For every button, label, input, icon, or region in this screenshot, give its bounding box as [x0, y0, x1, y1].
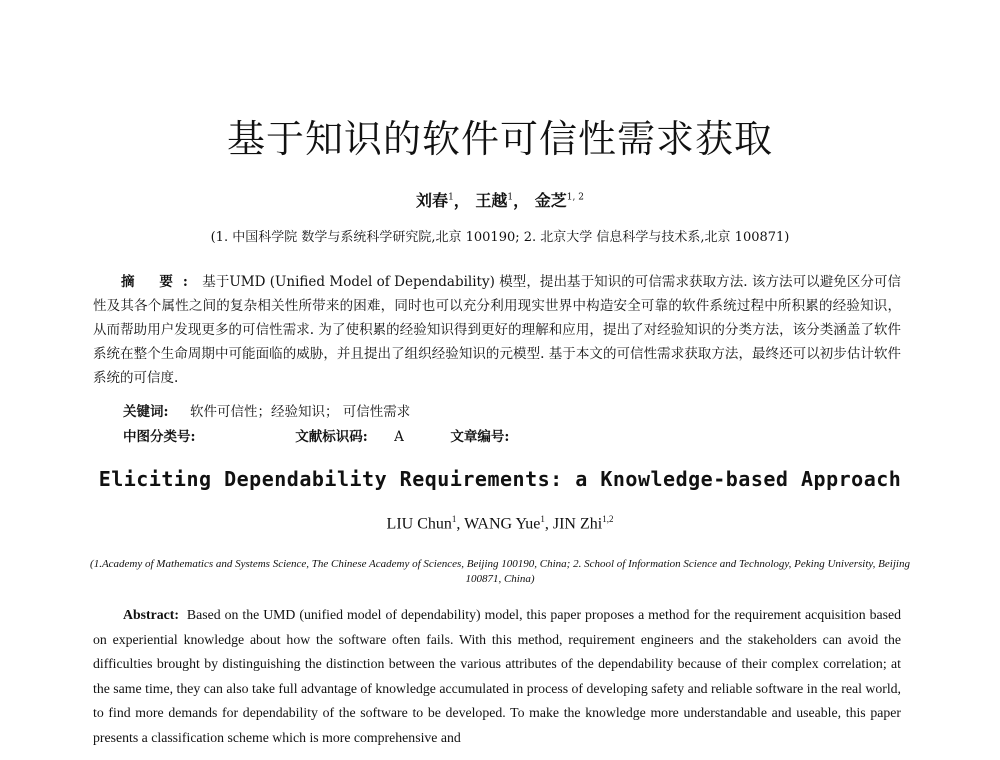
- author-affil-mark: 1: [507, 192, 514, 203]
- author-affil-mark: 1: [448, 192, 454, 203]
- author-name: LIU Chun: [386, 515, 452, 533]
- paper-title-cn: 基于知识的软件可信性需求获取: [226, 117, 773, 161]
- abstract-en: [93, 603, 901, 751]
- abstract-en-label: Abstract:: [123, 607, 179, 622]
- affiliation-en: (1.Academy of Mathematics and Systems Science, The Chinese Academy of Sciences, Beijing 100190, China; 2. School of Information Science and Technology, Peking University, Beijing 100871, China): [90, 558, 910, 585]
- author-separator: ，: [513, 191, 530, 210]
- author-affil-mark: 1: [451, 514, 457, 524]
- author-name: 王越: [475, 191, 508, 210]
- affiliation-cn: (1. 中国科学院 数学与系统科学研究院,北京 100190; 2. 北京大学 信息科学与技术系,北京 100871): [210, 230, 790, 245]
- doc-code-value: A: [394, 429, 404, 445]
- keywords-label: 关键词:: [123, 404, 169, 420]
- author-name: 金芝: [534, 191, 567, 210]
- author-separator: ,: [456, 515, 465, 533]
- author-list-cn: [0, 188, 1000, 211]
- doc-code-label: 文献标识码:: [295, 429, 368, 445]
- clc-label: 中图分类号:: [123, 429, 196, 445]
- author-separator: ,: [544, 515, 553, 533]
- author-name: WANG Yue: [464, 515, 541, 533]
- abstract-en-text: Based on the UMD (unified model of dependability) model, this paper proposes a method for the requirement acquisition based on experiential knowledge about how the software often fails. With this method, requirement engineers and the stakeholders can avoid the difficulties brought by distinguishing the distinction between the various attributes of the dependability because of their complex correlation; at the same time, they can also take full advantage of knowledge accumulated in process of developing safety and reliable software in the real world, to find more demands for dependability of the software to be developed. To make the knowledge more understandable and useable, this paper presents a classification scheme which is more comprehensive and: [93, 607, 901, 745]
- author-affil-mark: 1, 2: [566, 192, 584, 203]
- author-separator: ，: [453, 191, 470, 210]
- abstract-cn-label: 摘 要:: [121, 274, 198, 290]
- author-name: 刘春: [416, 191, 449, 210]
- abstract-cn-text: 基于UMD (Unified Model of Dependability) 模型，提出基于知识的可信需求获取方法. 该方法可以避免区分可信性及其各个属性之间的复杂相关性所带来的困难，同时也可以充分利用现实世界中构造安全可靠的软件系统过程中所积累的经验知识，从而帮助用户发现更多的可信性需求. 为了使积累的经验知识得到更好的理解和应用，提出了对经验知识的分类方法，该分类涵盖了软件系统在整个生命周期中可能面临的威胁，并且提出了组织经验知识的元模型. 基于本文的可信性需求获取方法，最终还可以初步估计软件系统的可信度.: [93, 274, 902, 386]
- paper-title-en: Eliciting Dependability Requirements: a Knowledge-based Approach: [98, 467, 902, 491]
- keywords-text: 软件可信性；经验知识； 可信性需求: [189, 404, 411, 420]
- abstract-cn: [93, 270, 901, 390]
- classification-row: [123, 425, 509, 445]
- keywords-row: [123, 400, 410, 420]
- author-affil-mark: 1,2: [602, 514, 614, 524]
- author-list-en: [0, 514, 1000, 533]
- author-affil-mark: 1: [540, 514, 545, 524]
- author-name: JIN Zhi: [552, 515, 603, 533]
- article-number-label: 文章编号:: [450, 429, 510, 445]
